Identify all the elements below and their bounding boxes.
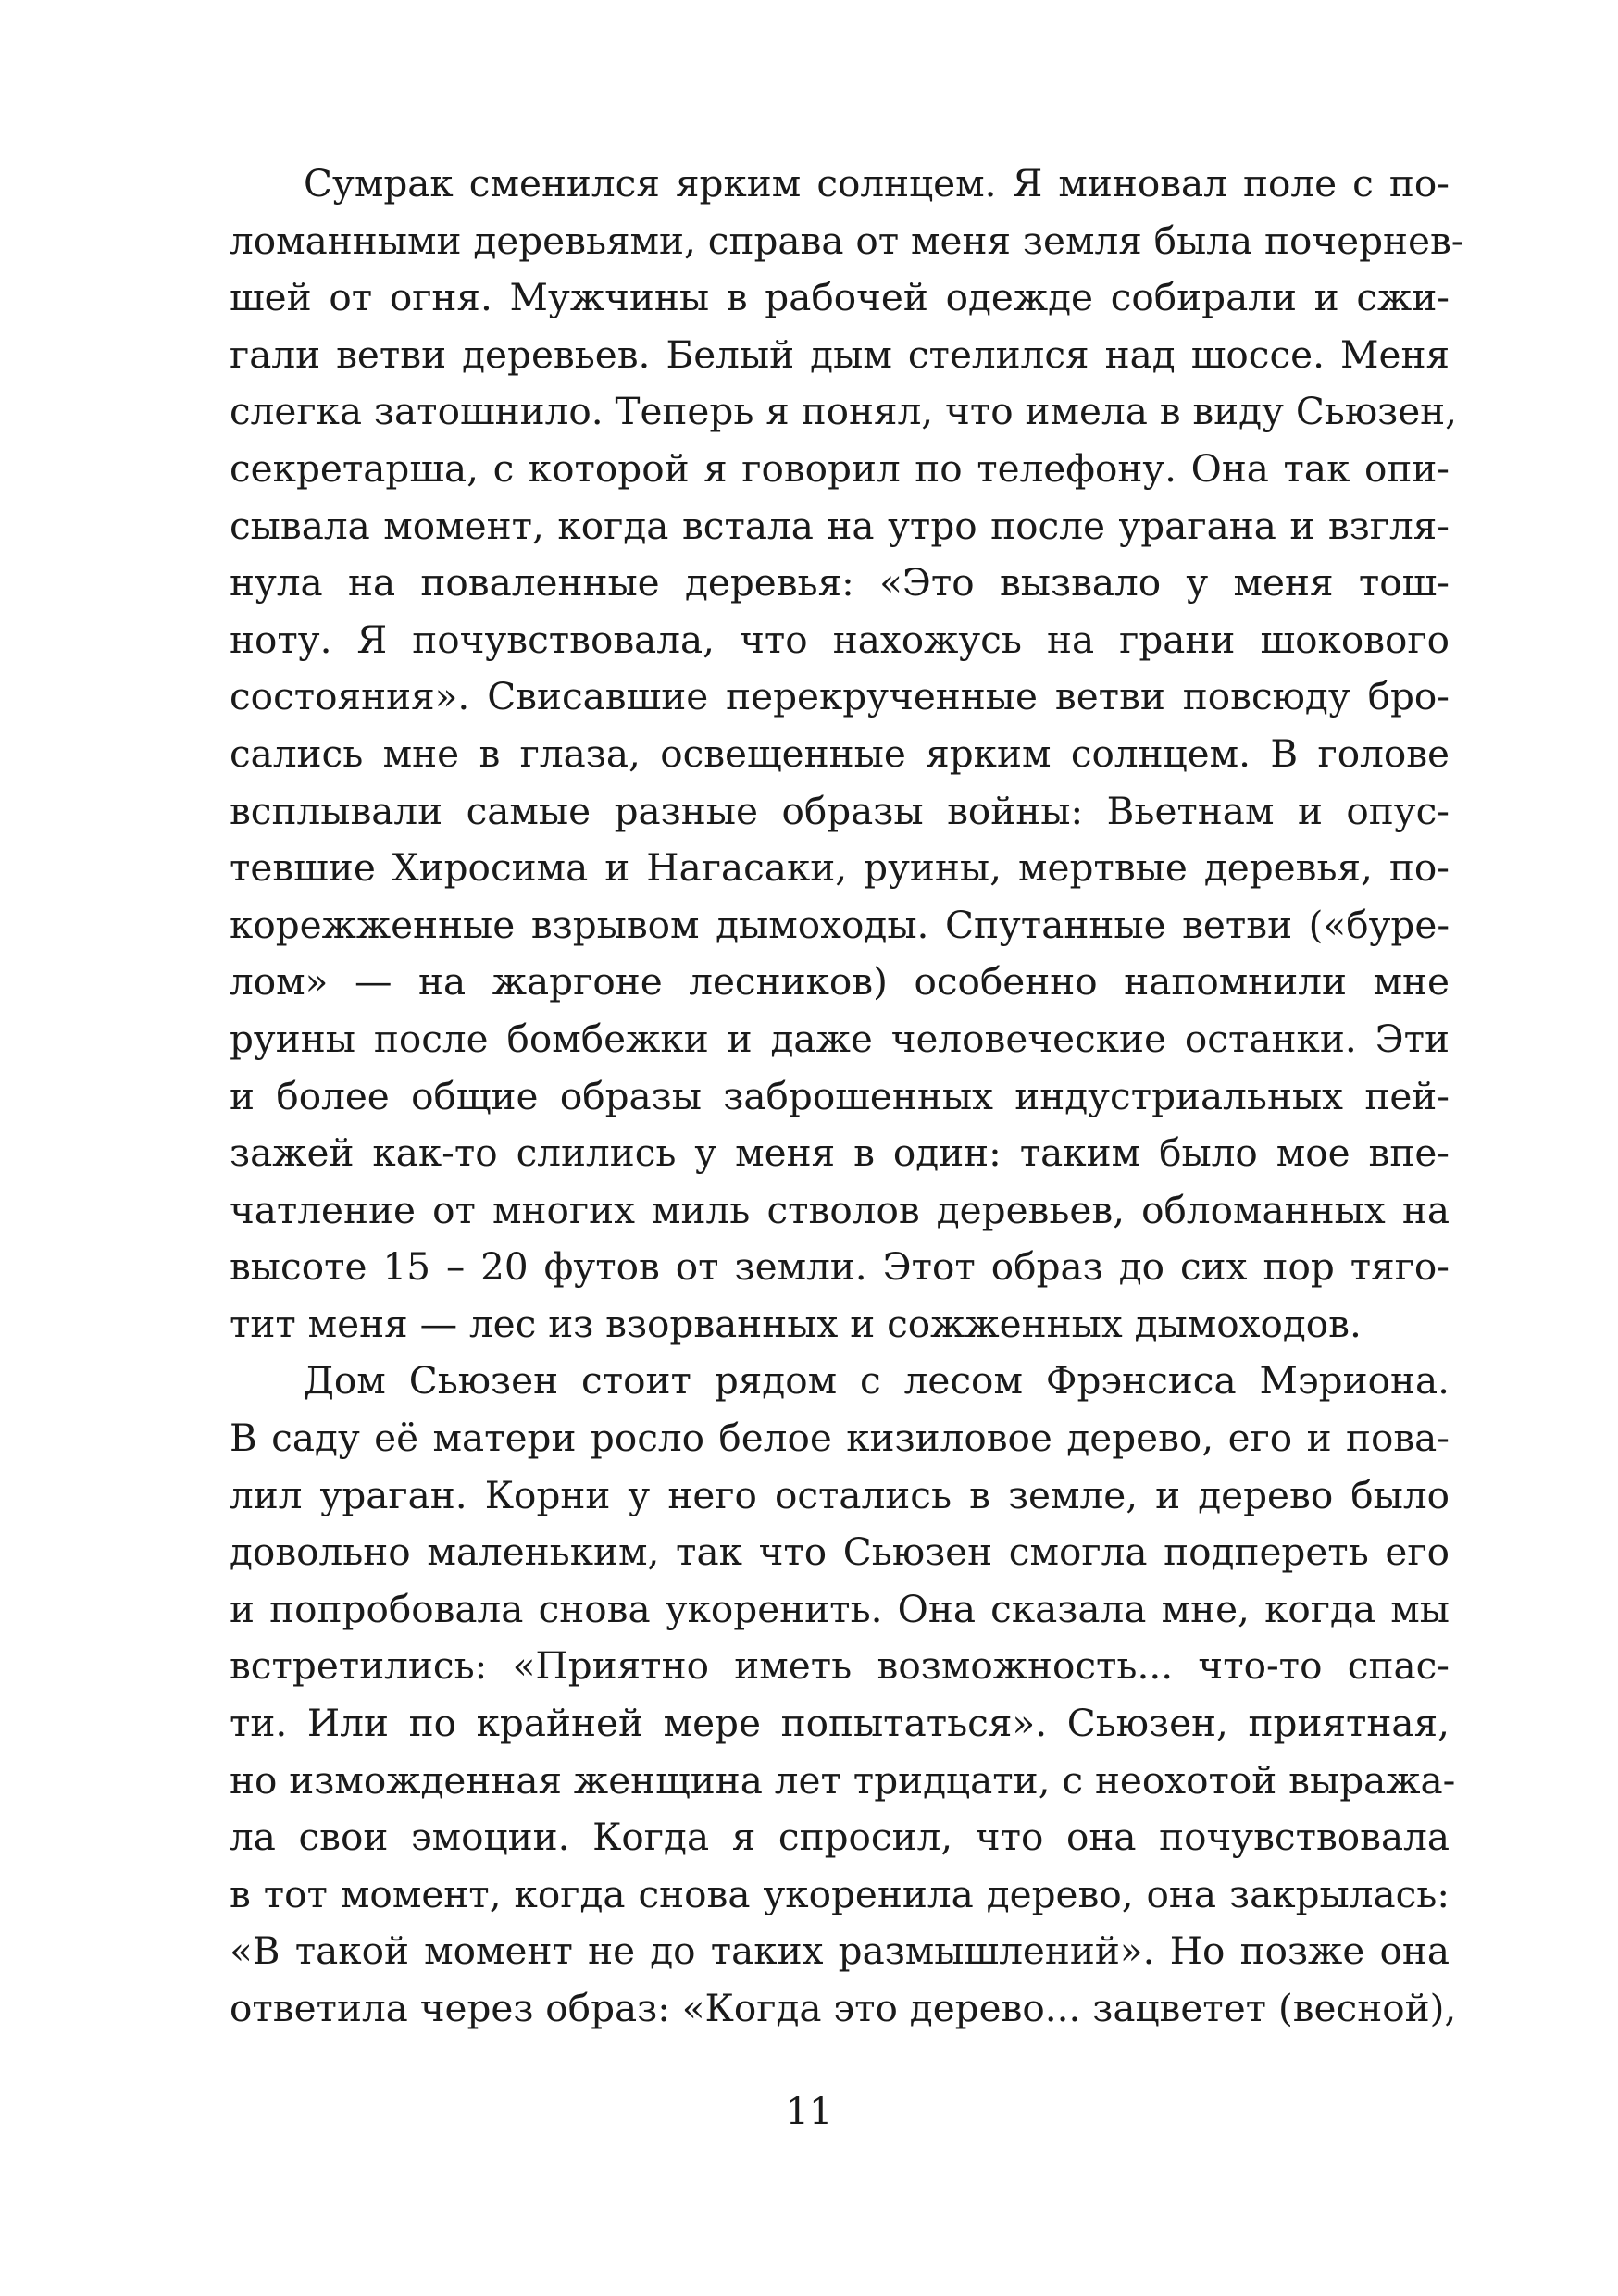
text-line: «В такой момент не до таких размышлений». Но позже она [230,1928,1450,1974]
text-line: руины после бомбежки и даже человеческие останки. Эти [230,1016,1450,1061]
text-line: слегка затошнило. Теперь я понял, что имела в виду Сьюзен, [230,389,1458,434]
body-text [230,156,1464,2038]
page-number: 11 [785,2090,833,2133]
text-line: лом» — на жаргоне лесников) особенно напомнили мне [230,959,1450,1004]
text-line: секретарша, с которой я говорил по телефону. Она так опи- [230,445,1450,491]
text-line: в тот момент, когда снова укоренила дерево, она закрылась: [230,1871,1450,1916]
text-line: ноту. Я почувствовала, что нахожусь на грани шокового [230,617,1450,662]
paragraph-2 [230,1353,1457,2037]
text-line: лил ураган. Корни у него остались в земле, и дерево было [230,1472,1450,1517]
text-line: сывала момент, когда встала на утро после урагана и взгля- [230,503,1450,548]
text-line: ответила через образ: «Когда это дерево... зацветет (весной), [230,1986,1457,2030]
text-line: и попробовала снова укоренить. Она сказала мне, когда мы [230,1586,1450,1631]
text-line: всплывали самые разные образы войны: Вьетнам и опус- [230,788,1450,833]
text-line: зажей как-то слились у меня в один: таким было мое впе- [230,1130,1450,1176]
text-line: корежженные взрывом дымоходы. Спутанные ветви («буре- [230,902,1450,947]
paragraph-1 [230,156,1464,1353]
text-line: Сумрак сменился ярким солнцем. Я миновал поле с по- [304,161,1450,206]
text-line: сались мне в глаза, освещенные ярким солнцем. В голове [230,730,1450,776]
text-line: Дом Сьюзен стоит рядом с лесом Фрэнсиса Мэриона. [304,1358,1450,1404]
text-line: высоте 15 – 20 футов от земли. Этот образ до сих пор тяго- [230,1244,1450,1290]
text-line: В саду её матери росло белое кизиловое дерево, его и пова- [230,1416,1450,1461]
text-line: довольно маленьким, так что Сьюзен смогла подпереть его [230,1529,1450,1575]
text-line: нула на поваленные деревья: «Это вызвало у меня тош- [230,560,1450,605]
text-line: гали ветви деревьев. Белый дым стелился над шоссе. Меня [230,331,1450,377]
text-line: но изможденная женщина лет тридцати, с неохотой выража- [230,1757,1456,1803]
text-line: тевшие Хиросима и Нагасаки, руины, мертвые деревья, по- [230,845,1450,891]
text-line: состояния». Свисавшие перекрученные ветви повсюду бро- [230,674,1450,719]
text-line: встретились: «Приятно иметь возможность... что-то спас- [230,1643,1450,1689]
text-line: тит меня — лес из взорванных и сожженных дымоходов. [230,1301,1362,1346]
text-line: шей от огня. Мужчины в рабочей одежде собирали и сжи- [230,275,1450,320]
text-line: ла свои эмоции. Когда я спросил, что она почувствовала [230,1815,1450,1860]
text-line: ти. Или по крайней мере попытаться». Сьюзен, приятная, [230,1701,1450,1746]
text-line: ломанными деревьями, справа от меня земля была почернев- [230,218,1464,263]
text-line: чатление от многих миль стволов деревьев, обломанных на [230,1187,1450,1232]
text-line: и более общие образы заброшенных индустриальных пей- [230,1073,1450,1118]
